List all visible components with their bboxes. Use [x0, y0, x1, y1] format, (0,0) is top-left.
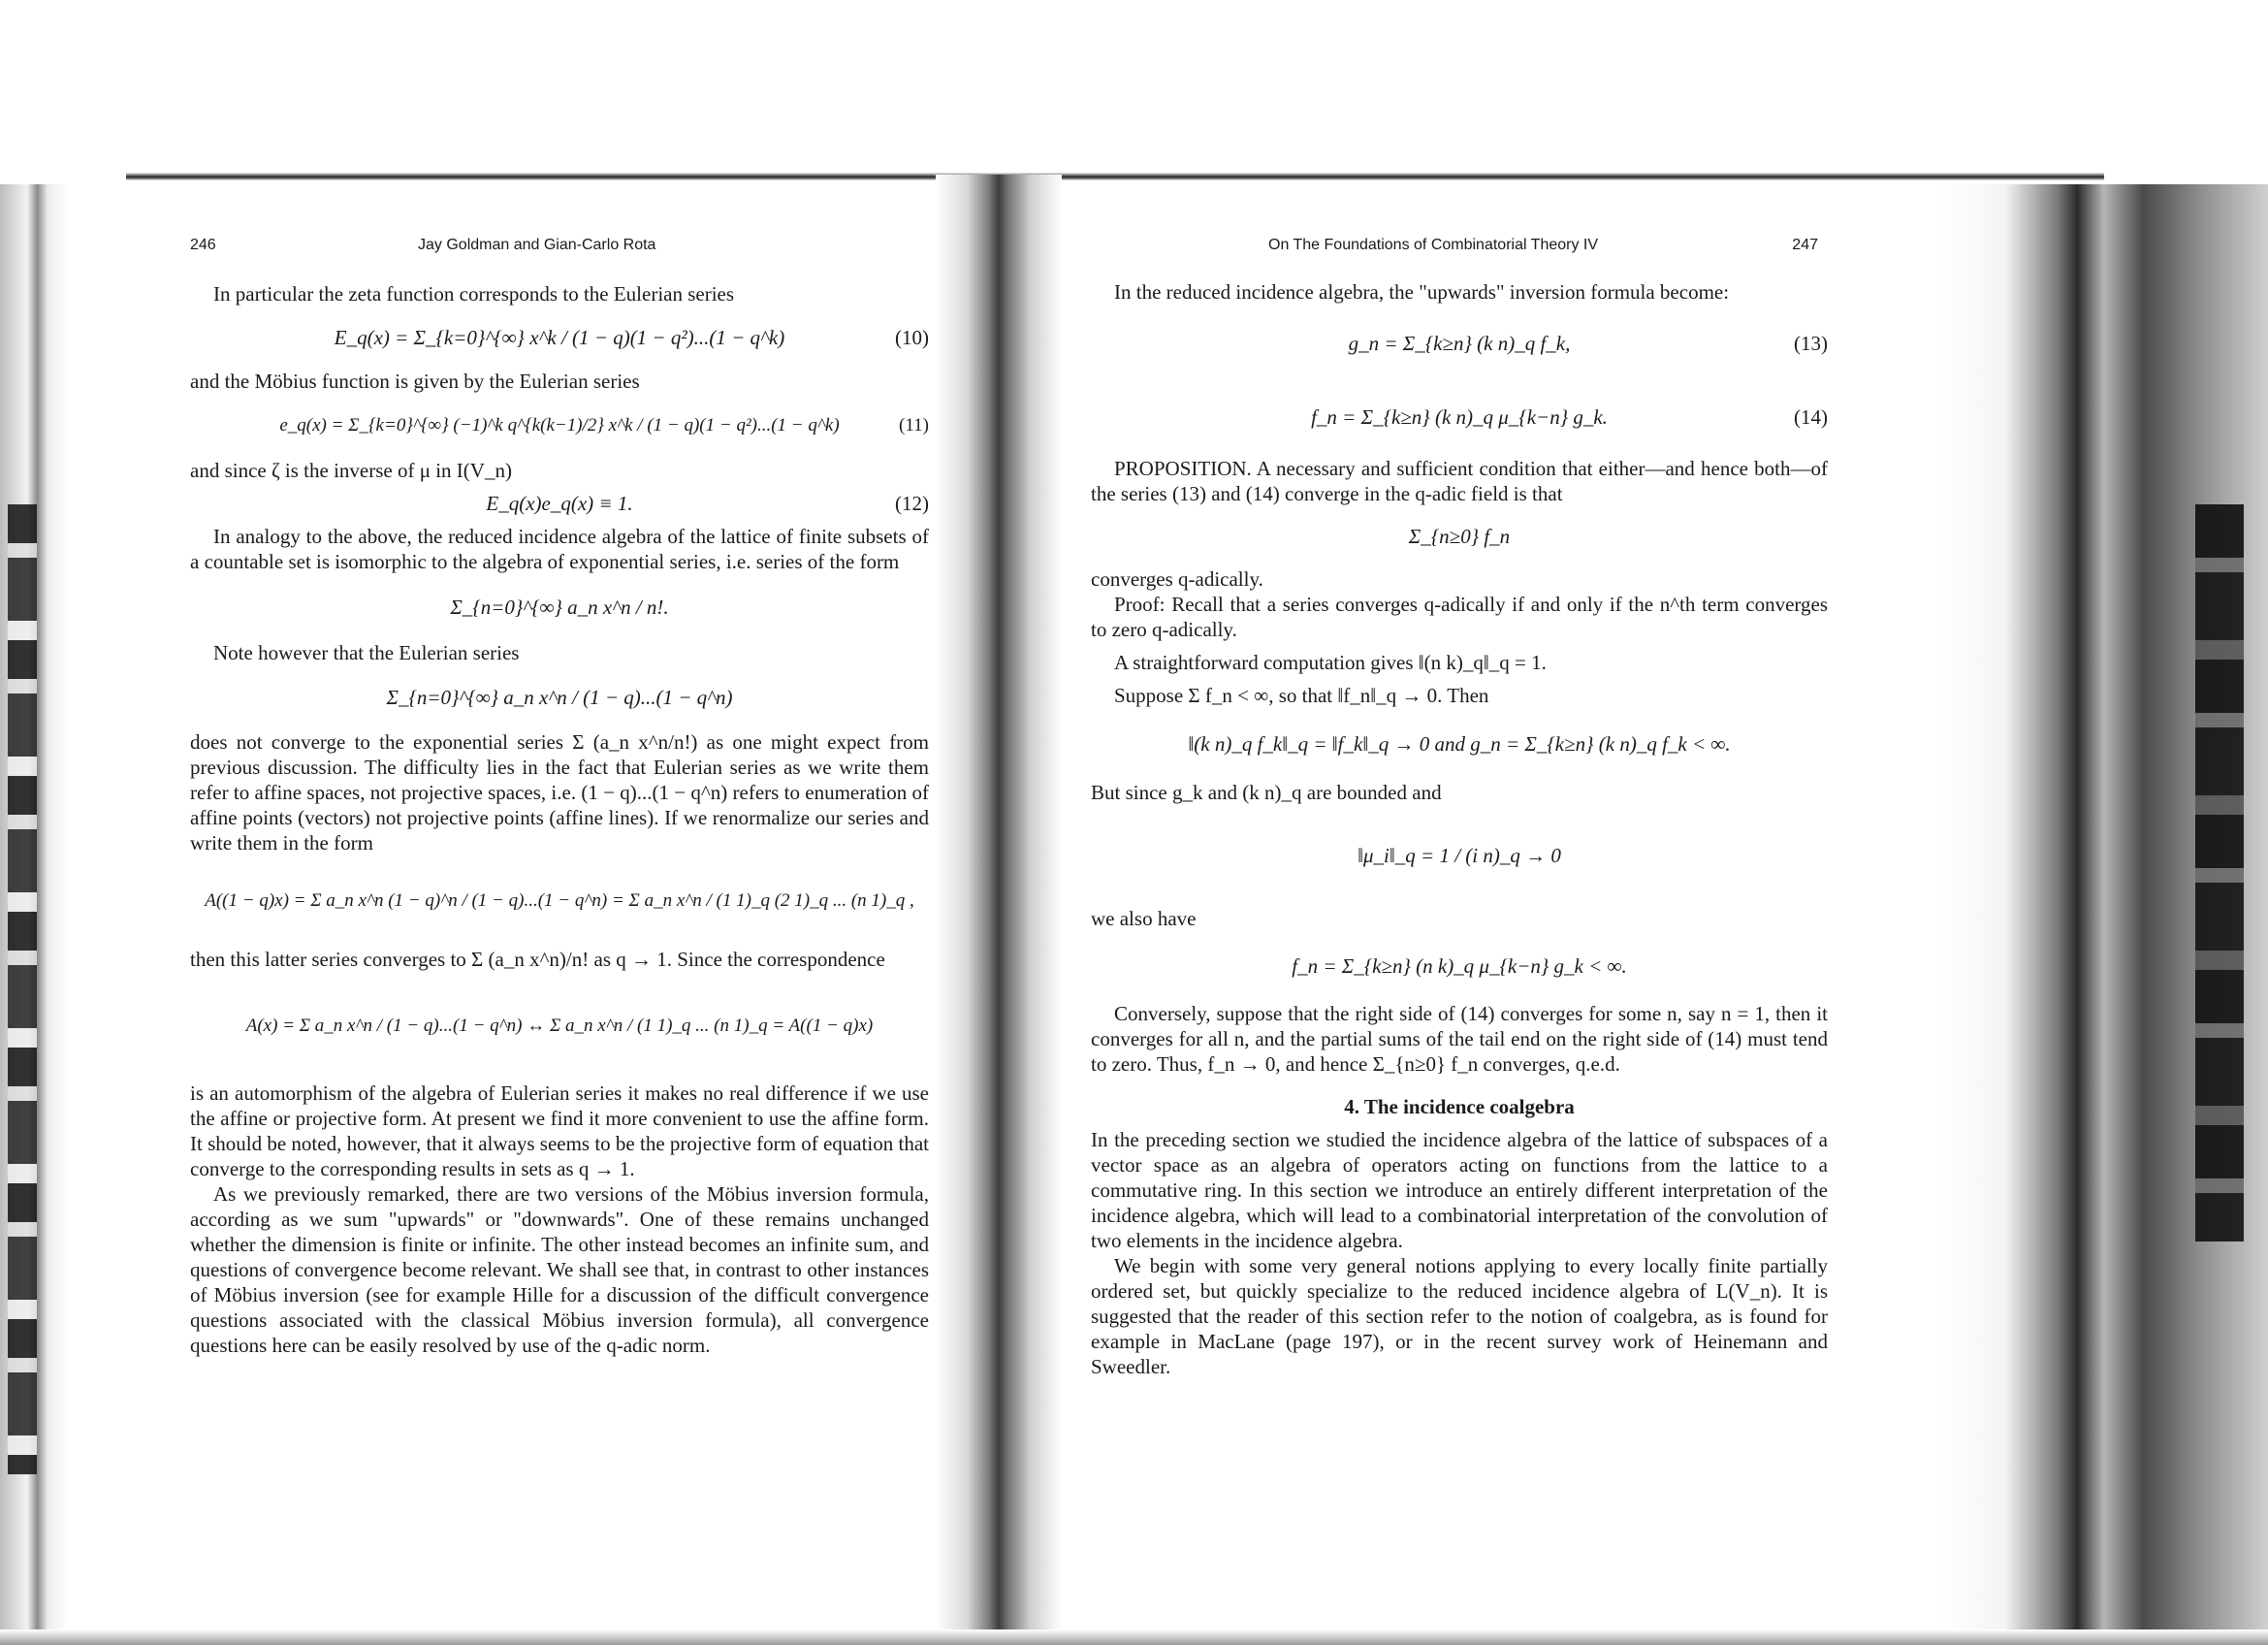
paragraph: Suppose Σ f_n < ∞, so that ‖f_n‖_q → 0. Then: [1114, 684, 1489, 707]
scan-background: [0, 0, 2268, 175]
equation-body: f_n = Σ_{k≥n} (n k)_q μ_{k−n} g_k < ∞.: [1292, 954, 1627, 978]
right-edge-marking: [2195, 504, 2244, 1242]
paragraph: converges q-adically.: [1091, 567, 1263, 591]
paragraph: As we previously remarked, there are two versions of the Möbius inversion formula, according as we sum "upwards" or "downwards". One of these remains unchanged whether the dimension is finite or infinite. The other instead becomes an infinite sum, and questions of convergence become relevant. We shall see that, in contrast to other instances of Möbius inversion (see for example Hille for a discussion of the difficult convergence questions associated with the classical Möbius inversion formula), all convergence questions here can be easily resolved by use of the q-adic norm.: [190, 1182, 929, 1357]
paragraph: In the preceding section we studied the incidence algebra of the lattice of subspaces of a vector space as an algebra of operators acting on functions from the lattice to a commutative ring. In this section we introduce an entirely different interpretation of the incidence algebra, which will lead to a combinatorial interpretation of the convolution of two elements in the incidence algebra.: [1091, 1128, 1828, 1252]
equation-body: ‖(k n)_q f_k‖_q = ‖f_k‖_q → 0 and g_n = Σ_{k≥n} (k n)_q f_k < ∞.: [1188, 732, 1731, 756]
equation-exponential-series: [190, 578, 929, 636]
equation-body: g_n = Σ_{k≥n} (k n)_q f_k,: [1348, 332, 1571, 355]
equation-eulerian-series: [190, 669, 929, 726]
equation-number: (13): [1794, 332, 1828, 355]
paragraph: But since g_k and (k n)_q are bounded and: [1091, 781, 1442, 804]
equation-13: [1091, 308, 1828, 378]
equation-body: E_q(x) = Σ_{k=0}^{∞} x^k / (1 − q)(1 − q²)...(1 − q^k): [334, 326, 785, 349]
equation-body: A(x) = Σ a_n x^n / (1 − q)...(1 − q^n) ↔ Σ a_n x^n / (1 1)_q ... (n 1)_q = A((1 − q)x): [245, 1016, 874, 1036]
book-top-edge: [126, 173, 2104, 180]
paragraph: and the Möbius function is given by the Eulerian series: [190, 370, 640, 393]
equation-sum-fn: [1091, 510, 1828, 563]
section-heading: 4. The incidence coalgebra: [1344, 1095, 1575, 1118]
left-running-head: [190, 233, 929, 262]
running-head-title: On The Foundations of Combinatorial Theory IV: [1268, 237, 1599, 253]
paragraph: In analogy to the above, the reduced incidence algebra of the lattice of finite subsets of a countable set is isomorphic to the algebra of exponential series, i.e. series of the form: [190, 525, 929, 573]
paragraph: Note however that the Eulerian series: [213, 641, 520, 664]
equation-body: f_n = Σ_{k≥n} (k n)_q μ_{k−n} g_k.: [1311, 405, 1608, 429]
equation-body: A((1 − q)x) = Σ a_n x^n (1 − q)^n / (1 − q)...(1 − q^n) = Σ a_n x^n / (1 1)_q (2 1)_q ... (n 1)_q ,: [205, 890, 914, 911]
proposition: PROPOSITION. A necessary and sufficient condition that either—and hence both—of the series (13) and (14) converge in the q-adic field is that: [1091, 457, 1828, 505]
equation-mu-norm: [1091, 809, 1828, 902]
paragraph: Conversely, suppose that the right side of (14) converges for some n, say n = 1, then it converges for all n, and the partial sums of the tail end on the right side of (14) must tend to zero. Thus, f_n → 0, and hence Σ_{n≥0} f_n converges, q.e.d.: [1091, 1002, 1828, 1076]
equation-body: ‖μ_i‖_q = 1 / (i n)_q → 0: [1358, 844, 1561, 867]
equation-10: [190, 310, 929, 365]
equation-body: e_q(x) = Σ_{k=0}^{∞} (−1)^k q^{k(k−1)/2} x^k / (1 − q)(1 − q²)...(1 − q^k): [279, 415, 840, 435]
page-number: 247: [1792, 237, 1818, 253]
paragraph: does not converge to the exponential series Σ (a_n x^n/n!) as one might expect from previous discussion. The difficulty lies in the fact that Eulerian series as we write them refer to affine spaces, not projective spaces, i.e. (1 − q)...(1 − q^n) refers to enumeration of affine points (vectors) not projective points (affine lines). If we renormalize our series and write them in the form: [190, 730, 929, 855]
equation-correspondence: [190, 976, 929, 1077]
equation-11: [190, 398, 929, 454]
left-edge-marking: [8, 504, 37, 1474]
equation-14: [1091, 382, 1828, 452]
page-number: 246: [190, 237, 216, 253]
equation-number: (14): [1794, 405, 1828, 429]
equation-number: (12): [895, 492, 929, 515]
running-head-authors: Jay Goldman and Gian-Carlo Rota: [418, 237, 656, 253]
equation-body: Σ_{n=0}^{∞} a_n x^n / n!.: [450, 596, 669, 619]
equation-body: Σ_{n≥0} f_n: [1408, 525, 1511, 548]
paragraph: is an automorphism of the algebra of Eulerian series it makes no real difference if we use the affine or projective form. At present we find it more convenient to use the affine form. It should be noted, however, that it always seems to be the projective form of equation that converge to the corresponding results in sets as q → 1.: [190, 1081, 929, 1180]
paragraph: and since ζ is the inverse of μ in I(V_n): [190, 459, 512, 482]
computation-line: A straightforward computation gives ‖(n k)_q‖_q = 1.: [1114, 651, 1547, 674]
equation-fn: [1091, 935, 1828, 997]
right-page: [1091, 233, 1828, 1379]
equation-then: [1091, 712, 1828, 776]
paragraph: then this latter series converges to Σ (a_n x^n)/n! as q → 1. Since the correspondence: [190, 948, 885, 971]
equation-body: E_q(x)e_q(x) ≡ 1.: [486, 492, 633, 515]
equation-renormalized: [190, 859, 929, 943]
right-running-head: [1091, 233, 1828, 262]
equation-12: [190, 487, 929, 520]
left-page: [190, 233, 929, 1358]
proof: Proof: Recall that a series converges q-adically if and only if the n^th term converges to zero q-adically.: [1091, 593, 1828, 641]
equation-number: (11): [899, 415, 929, 435]
paragraph: We begin with some very general notions applying to every locally finite partially ordered set, but quickly specialize to the reduced incidence algebra of L(V_n). It is suggested that the reader of this section refer to the notion of coalgebra, as is found for example in MacLane (page 197), or in the recent survey work of Heinemann and Sweedler.: [1091, 1254, 1828, 1378]
paragraph: In particular the zeta function corresponds to the Eulerian series: [213, 282, 735, 306]
equation-body: Σ_{n=0}^{∞} a_n x^n / (1 − q)...(1 − q^n): [386, 686, 733, 709]
book-gutter-shadow: [936, 175, 1062, 1645]
book-bottom-edge: [0, 1629, 2268, 1645]
paragraph: In the reduced incidence algebra, the "upwards" inversion formula become:: [1114, 280, 1730, 304]
equation-number: (10): [895, 326, 929, 349]
paragraph: we also have: [1091, 907, 1197, 930]
